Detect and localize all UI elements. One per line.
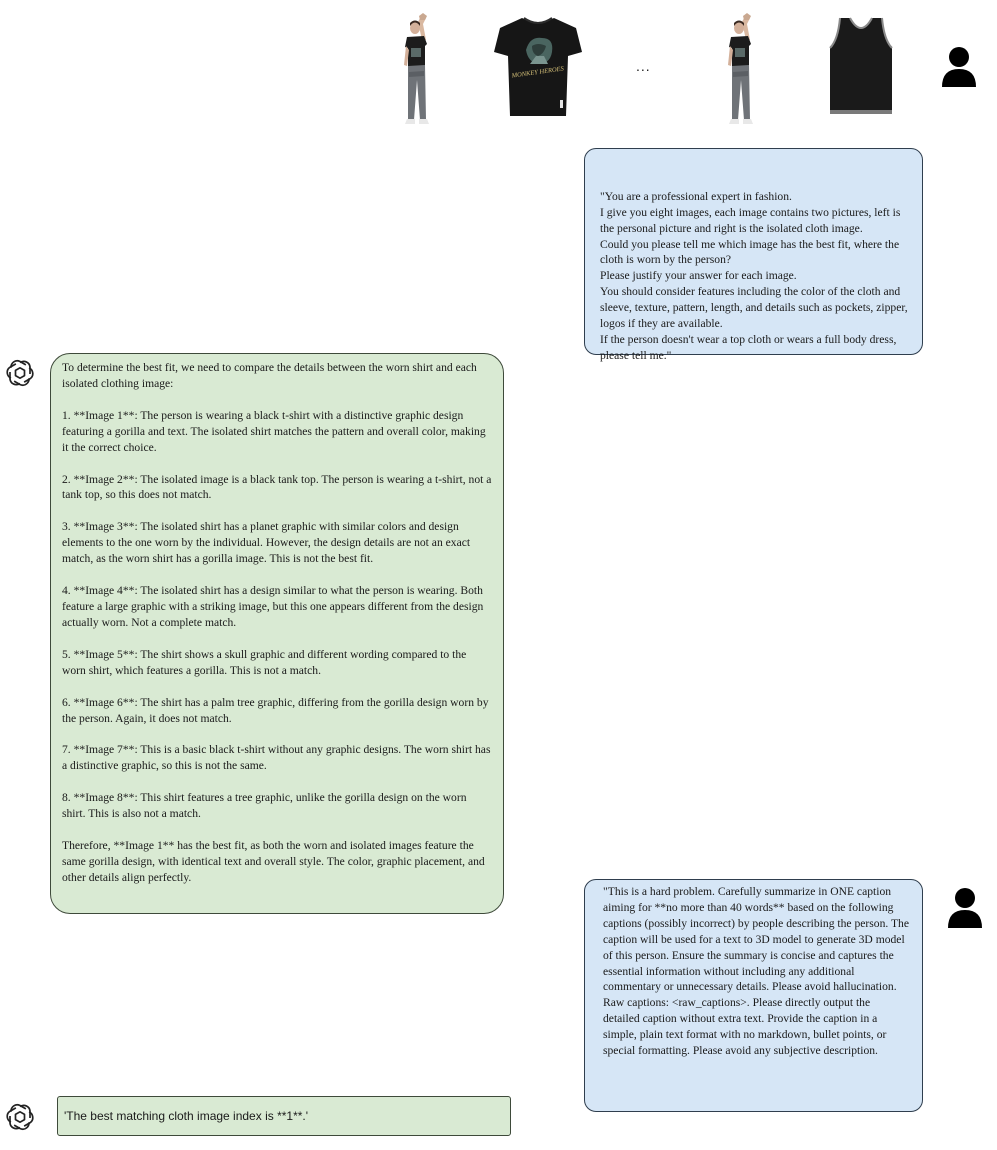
response-paragraph: 6. **Image 6**: The shirt has a palm tree graphic, differing from the gorilla design worn by the person. Again, it does not match.: [62, 695, 489, 725]
response-paragraph: 2. **Image 2**: The isolated image is a black tank top. The person is wearing a t-shirt, not a tank top, so this does not match.: [62, 472, 492, 502]
black-tshirt-photo-icon: [492, 12, 584, 120]
person-photo-icon: [724, 10, 766, 128]
response-paragraph: 8. **Image 8**: This shirt features a tree graphic, unlike the gorilla design on the worn shirt. This is also not a match.: [62, 791, 467, 821]
response-paragraph: 4. **Image 4**: The isolated shirt has a design similar to what the person is wearing. Both feature a large graphic with a striking image, but this one appears different from the design actually worn. Not a complete match.: [62, 584, 484, 629]
response-paragraph: 1. **Image 1**: The person is wearing a black t-shirt with a distinctive graphic design featuring a gorilla and text. The isolated shirt matches the pattern and overall color, making it the correct choice.: [62, 408, 486, 454]
response-paragraph: Therefore, **Image 1** has the best fit, as both the worn and isolated images feature the same gorilla design, with identical text and overall style. The color, graphic placement, and other details align perfectly.: [62, 839, 485, 884]
assistant-answer-bubble: [57, 1096, 511, 1136]
openai-logo-icon: [4, 357, 36, 389]
user-prompt-bubble: [584, 879, 923, 1112]
black-tank-top-photo-icon: [826, 14, 896, 120]
user-avatar-icon: [946, 887, 984, 929]
response-paragraph: 7. **Image 7**: This is a basic black t-shirt without any graphic designs. The worn shirt has a distinctive graphic, so this is not the same.: [62, 743, 491, 773]
assistant-response-bubble: [50, 353, 504, 914]
response-paragraph: 3. **Image 3**: The isolated shirt has a planet graphic with similar colors and design elements to the one worn by the individual. However, the design details are not an exact match, as the worn shirt has a gorilla image. This is not the best fit.: [62, 520, 471, 566]
openai-logo-icon: [4, 1101, 36, 1133]
assistant-answer-text: 'The best matching cloth image index is **1**.': [64, 1109, 309, 1123]
strip-ellipsis: ...: [636, 58, 651, 74]
user-prompt-bubble: [584, 148, 923, 362]
response-paragraph: 5. **Image 5**: The shirt shows a skull graphic and different wording compared to the worn shirt, which features a gorilla. This is not a match.: [62, 647, 467, 677]
user-avatar-icon: [940, 46, 978, 88]
response-paragraph: To determine the best fit, we need to compare the details between the worn shirt and each isolated clothing image:: [62, 361, 477, 390]
shirt-graphic-text: MONKEY HEROES: [511, 65, 565, 80]
user-prompt-text: "This is a hard problem. Carefully summarize in ONE caption aiming for **no more than 40 words** based on the following captions (possibly incorrect) by people describing the person. The caption will be used for a text to 3D model to generate 3D model of this person. Ensure the summary is concise and captures the essential information without including any additional commentary or unnecessary details. Please avoid hallucination. Raw captions: <raw_captions>. Please directly output the detailed caption without extra text. Provide the caption in a simple, plain text format with no markdown, bullet points, or special formatting. Please avoid any subjective description.: [603, 885, 909, 1058]
user-prompt-text: "You are a professional expert in fashion. I give you eight images, each image contains two pictures, left is the personal picture and right is the isolated cloth image. Could you please tell me which image has the best fit, where the cloth is worn by the person? Please justify your answer for each image. You should consider features including the color of the cloth and sleeve, texture, pattern, length, and details such as pockets, zipper, logos if they are available. If the person doesn't wear a top cloth or wears a full body dress, please tell me.": [600, 189, 908, 362]
person-photo-icon: [400, 10, 442, 128]
